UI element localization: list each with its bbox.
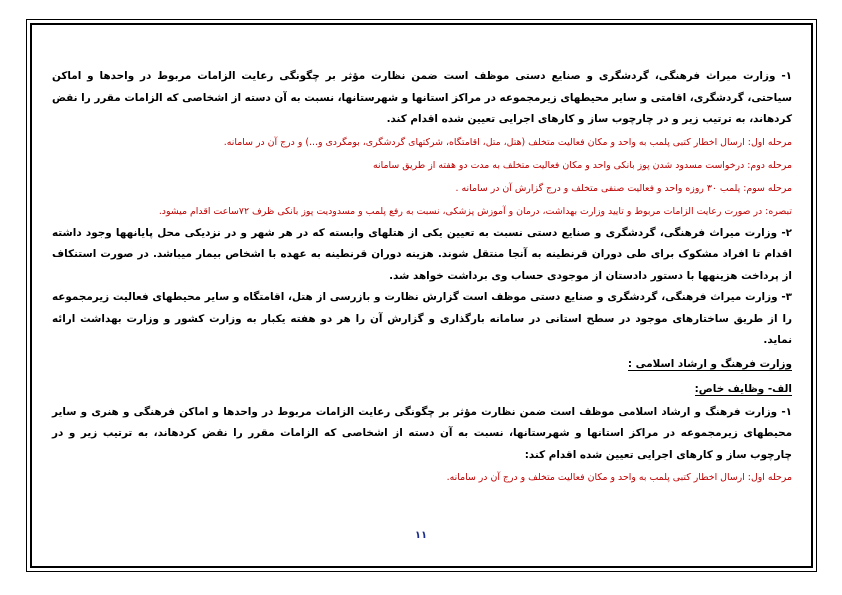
stage-2-note: مرحله دوم: درخواست مسدود شدن پوز بانکی واحد و مکان فعالیت متخلف به مدت دو هفته از طریق سامانه xyxy=(373,159,792,171)
subsection-title xyxy=(52,377,792,402)
document-body xyxy=(52,66,792,489)
section-title xyxy=(52,352,792,377)
paragraph-3: ۳- وزارت میراث فرهنگی، گردشگری و صنایع دستی موظف است گزارش نظارت و بازرسی از هتل، اقامتگاه و سایر محیطهای فعالیت زیرمجموعه را از طریق ساختارهای موجود در سطح استانی در سامانه بارگذاری و گزارش آن را هر دو هفته یکبار به وزارت کشور و وزارت بهداشت ارائه نماید. xyxy=(52,291,792,346)
tabsareh-note: تبصره: در صورت رعایت الزامات مربوط و تایید وزارت بهداشت، درمان و آموزش پزشکی، نسبت به رفع پلمب و مسدودیت پوز بانکی ظرف ۷۲ساعت اقدام میشود. xyxy=(158,205,792,217)
section-title-text: وزارت فرهنگ و ارشاد اسلامی : xyxy=(627,357,792,370)
stage-3-note: مرحله سوم: پلمب ۳۰ روزه واحد و فعالیت صنفی متخلف و درج گزارش آن در سامانه . xyxy=(455,182,792,194)
paragraph-2: ۲- وزارت میراث فرهنگی، گردشگری و صنایع دستی نسبت به تعیین یکی از هتلهای وابسته که در هر شهر و در نزدیکی محل پایانهها وجود داشته اقدام تا افراد مشکوک برای طی دوران قرنطینه به آنجا منتقل شوند. هزینه دوران قرنطینه به عهده با اشخاص بیمار میباشد. در صورت استنکاف از پرداخت هزینهها با دستور دادستان از موجودی حساب وی برداشت خواهد شد. xyxy=(52,226,792,282)
paragraph-4: ۱- وزارت فرهنگ و ارشاد اسلامی موظف است ضمن نظارت مؤثر بر چگونگی رعایت الزامات مربوط در واحدها و اماکن فرهنگی و هنری و سایر محیطهای زیرمجموعه در مراکز استانها و شهرستانها، نسبت به آن دسته از اشخاصی که الزامات مقرر را نقض کردهاند، به ترتیب زیر و در چارچوب ساز و کارهای اجرایی تعیین شده اقدام کند: xyxy=(52,405,792,461)
stage-1-note: مرحله اول: ارسال اخطار کتبی پلمب به واحد و مکان فعالیت متخلف (هتل، متل، اقامتگاه، شرکتهای گردشگری، بومگردی و...) و درج آن در سامانه. xyxy=(223,136,792,148)
page-number: ۱۱ xyxy=(414,530,428,541)
subsection-title-text: الف- وظایف خاص: xyxy=(694,382,792,395)
para4-stage-1-note: مرحله اول: ارسال اخطار کتبی پلمب به واحد و مکان فعالیت متخلف و درج آن در سامانه. xyxy=(446,472,792,483)
paragraph-1: ۱- وزارت میراث فرهنگی، گردشگری و صنایع دستی موظف است ضمن نظارت مؤثر بر چگونگی رعایت الزامات مربوط در واحدها و اماکن سیاحتی، گردشگری، اقامتی و سایر محیطهای زیرمجموعه در مراکز استانها و شهرستانها، نسبت به آن دسته از اشخاصی که الزامات مقرر را نقض کردهاند، به ترتیب زیر و در چارچوب ساز و کارهای اجرایی تعیین شده اقدام کند. xyxy=(52,70,792,125)
